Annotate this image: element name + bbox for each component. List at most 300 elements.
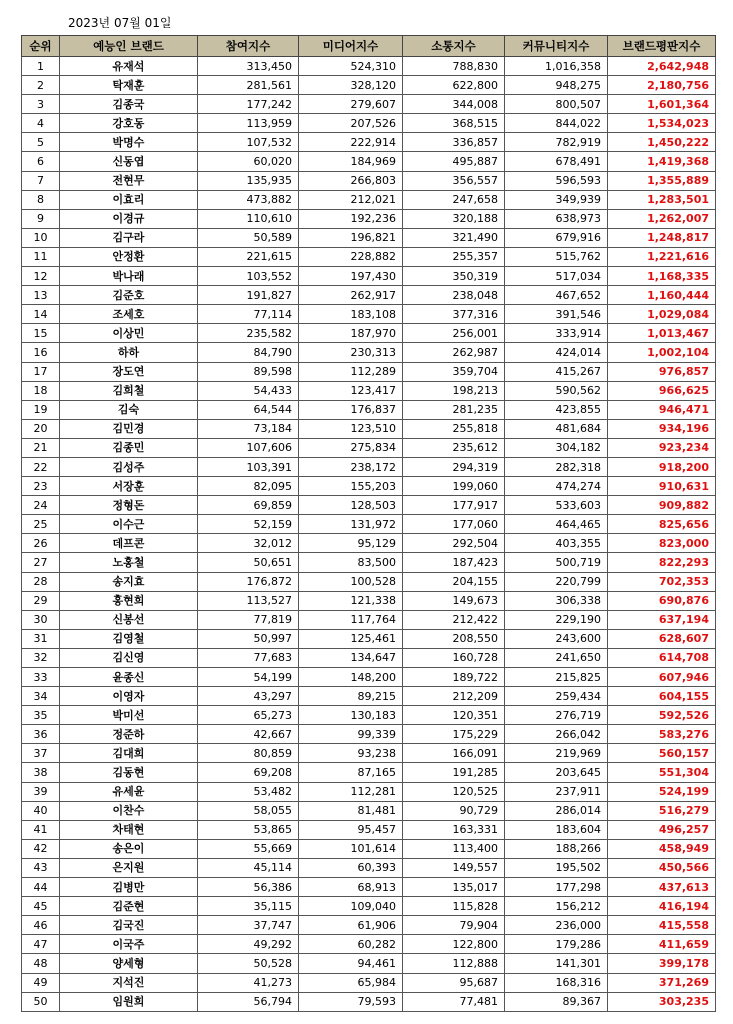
- brand-name-cell: 김영철: [60, 629, 198, 648]
- communication-cell: 191,285: [403, 763, 505, 782]
- table-row: [22, 324, 716, 343]
- community-cell: 515,762: [505, 247, 608, 266]
- table-row: [22, 95, 716, 114]
- table-row: [22, 133, 716, 152]
- table-row: [22, 76, 716, 95]
- media-cell: 65,984: [299, 973, 403, 992]
- brand-index-cell: 415,558: [608, 916, 716, 935]
- rank-cell: 6: [22, 152, 60, 171]
- community-cell: 533,603: [505, 496, 608, 515]
- communication-cell: 95,687: [403, 973, 505, 992]
- rank-cell: 39: [22, 782, 60, 801]
- rank-cell: 50: [22, 992, 60, 1011]
- media-cell: 83,500: [299, 553, 403, 572]
- brand-name-cell: 김준현: [60, 897, 198, 916]
- communication-cell: 187,423: [403, 553, 505, 572]
- participation-cell: 135,935: [198, 171, 299, 190]
- table-row: [22, 839, 716, 858]
- table-header-row: [22, 36, 716, 57]
- brand-index-cell: 1,168,335: [608, 267, 716, 286]
- brand-index-cell: 2,642,948: [608, 57, 716, 76]
- brand-name-cell: 김희철: [60, 381, 198, 400]
- table-row: [22, 171, 716, 190]
- table-row: [22, 400, 716, 419]
- communication-cell: 112,888: [403, 954, 505, 973]
- brand-name-cell: 김종국: [60, 95, 198, 114]
- communication-cell: 255,357: [403, 247, 505, 266]
- brand-index-cell: 551,304: [608, 763, 716, 782]
- table-row: [22, 935, 716, 954]
- brand-name-cell: 송은이: [60, 839, 198, 858]
- media-cell: 183,108: [299, 305, 403, 324]
- rank-cell: 23: [22, 477, 60, 496]
- rank-cell: 5: [22, 133, 60, 152]
- community-cell: 333,914: [505, 324, 608, 343]
- table-row: [22, 457, 716, 476]
- brand-index-cell: 910,631: [608, 477, 716, 496]
- participation-cell: 37,747: [198, 916, 299, 935]
- media-cell: 60,393: [299, 858, 403, 877]
- brand-index-cell: 516,279: [608, 801, 716, 820]
- communication-cell: 120,525: [403, 782, 505, 801]
- participation-cell: 50,589: [198, 228, 299, 247]
- community-cell: 282,318: [505, 457, 608, 476]
- brand-index-cell: 1,601,364: [608, 95, 716, 114]
- brand-name-cell: 이효리: [60, 190, 198, 209]
- community-cell: 304,182: [505, 438, 608, 457]
- brand-index-cell: 918,200: [608, 457, 716, 476]
- community-cell: 177,298: [505, 878, 608, 897]
- media-cell: 212,021: [299, 190, 403, 209]
- brand-index-cell: 607,946: [608, 668, 716, 687]
- rank-cell: 15: [22, 324, 60, 343]
- brand-name-cell: 김신영: [60, 648, 198, 667]
- brand-index-cell: 825,656: [608, 515, 716, 534]
- rank-cell: 27: [22, 553, 60, 572]
- brand-name-cell: 김구라: [60, 228, 198, 247]
- participation-cell: 55,669: [198, 839, 299, 858]
- rank-cell: 35: [22, 706, 60, 725]
- rank-cell: 9: [22, 209, 60, 228]
- brand-index-cell: 416,194: [608, 897, 716, 916]
- brand-name-cell: 임원희: [60, 992, 198, 1011]
- table-row: [22, 343, 716, 362]
- participation-cell: 32,012: [198, 534, 299, 553]
- media-cell: 176,837: [299, 400, 403, 419]
- brand-index-cell: 1,534,023: [608, 114, 716, 133]
- rank-cell: 36: [22, 725, 60, 744]
- brand-name-cell: 데프콘: [60, 534, 198, 553]
- community-cell: 844,022: [505, 114, 608, 133]
- communication-cell: 199,060: [403, 477, 505, 496]
- communication-cell: 115,828: [403, 897, 505, 916]
- communication-cell: 135,017: [403, 878, 505, 897]
- brand-name-cell: 양세형: [60, 954, 198, 973]
- community-cell: 679,916: [505, 228, 608, 247]
- table-row: [22, 286, 716, 305]
- brand-index-cell: 614,708: [608, 648, 716, 667]
- header-brand: 예능인 브랜드: [60, 36, 198, 57]
- community-cell: 141,301: [505, 954, 608, 973]
- table-row: [22, 534, 716, 553]
- media-cell: 61,906: [299, 916, 403, 935]
- rank-cell: 37: [22, 744, 60, 763]
- rank-cell: 33: [22, 668, 60, 687]
- brand-index-cell: 583,276: [608, 725, 716, 744]
- table-row: [22, 209, 716, 228]
- rank-cell: 19: [22, 400, 60, 419]
- rank-cell: 47: [22, 935, 60, 954]
- community-cell: 276,719: [505, 706, 608, 725]
- community-cell: 286,014: [505, 801, 608, 820]
- table-row: [22, 496, 716, 515]
- table-row: [22, 801, 716, 820]
- communication-cell: 212,422: [403, 610, 505, 629]
- header-media: 미디어지수: [299, 36, 403, 57]
- community-cell: 424,014: [505, 343, 608, 362]
- table-row: [22, 381, 716, 400]
- brand-ranking-table: [21, 35, 716, 1012]
- brand-index-cell: 822,293: [608, 553, 716, 572]
- brand-name-cell: 김국진: [60, 916, 198, 935]
- communication-cell: 204,155: [403, 572, 505, 591]
- media-cell: 328,120: [299, 76, 403, 95]
- brand-name-cell: 김성주: [60, 457, 198, 476]
- rank-cell: 12: [22, 267, 60, 286]
- communication-cell: 160,728: [403, 648, 505, 667]
- participation-cell: 53,865: [198, 820, 299, 839]
- participation-cell: 221,615: [198, 247, 299, 266]
- brand-name-cell: 조세호: [60, 305, 198, 324]
- community-cell: 467,652: [505, 286, 608, 305]
- rank-cell: 34: [22, 687, 60, 706]
- table-row: [22, 763, 716, 782]
- media-cell: 207,526: [299, 114, 403, 133]
- media-cell: 279,607: [299, 95, 403, 114]
- table-row: [22, 477, 716, 496]
- media-cell: 93,238: [299, 744, 403, 763]
- date-label: 2023년 07월 01일: [68, 16, 172, 30]
- communication-cell: 262,987: [403, 343, 505, 362]
- table-row: [22, 782, 716, 801]
- table-row: [22, 629, 716, 648]
- brand-name-cell: 신동엽: [60, 152, 198, 171]
- communication-cell: 356,557: [403, 171, 505, 190]
- rank-cell: 49: [22, 973, 60, 992]
- communication-cell: 166,091: [403, 744, 505, 763]
- rank-cell: 28: [22, 572, 60, 591]
- participation-cell: 281,561: [198, 76, 299, 95]
- community-cell: 638,973: [505, 209, 608, 228]
- brand-name-cell: 강호동: [60, 114, 198, 133]
- participation-cell: 54,433: [198, 381, 299, 400]
- participation-cell: 56,386: [198, 878, 299, 897]
- communication-cell: 198,213: [403, 381, 505, 400]
- media-cell: 148,200: [299, 668, 403, 687]
- brand-index-cell: 399,178: [608, 954, 716, 973]
- communication-cell: 238,048: [403, 286, 505, 305]
- media-cell: 196,821: [299, 228, 403, 247]
- rank-cell: 43: [22, 858, 60, 877]
- rank-cell: 30: [22, 610, 60, 629]
- community-cell: 596,593: [505, 171, 608, 190]
- community-cell: 391,546: [505, 305, 608, 324]
- brand-name-cell: 탁재훈: [60, 76, 198, 95]
- communication-cell: 79,904: [403, 916, 505, 935]
- brand-index-cell: 702,353: [608, 572, 716, 591]
- rank-cell: 3: [22, 95, 60, 114]
- communication-cell: 495,887: [403, 152, 505, 171]
- communication-cell: 255,818: [403, 419, 505, 438]
- communication-cell: 368,515: [403, 114, 505, 133]
- communication-cell: 177,917: [403, 496, 505, 515]
- brand-index-cell: 1,419,368: [608, 152, 716, 171]
- participation-cell: 473,882: [198, 190, 299, 209]
- community-cell: 183,604: [505, 820, 608, 839]
- brand-name-cell: 김종민: [60, 438, 198, 457]
- rank-cell: 2: [22, 76, 60, 95]
- brand-index-cell: 628,607: [608, 629, 716, 648]
- community-cell: 241,650: [505, 648, 608, 667]
- table-row: [22, 916, 716, 935]
- community-cell: 266,042: [505, 725, 608, 744]
- participation-cell: 103,391: [198, 457, 299, 476]
- communication-cell: 788,830: [403, 57, 505, 76]
- brand-name-cell: 윤종신: [60, 668, 198, 687]
- brand-name-cell: 이수근: [60, 515, 198, 534]
- table-row: [22, 858, 716, 877]
- community-cell: 415,267: [505, 362, 608, 381]
- table-row: [22, 515, 716, 534]
- header-rank: 순위: [22, 36, 60, 57]
- community-cell: 237,911: [505, 782, 608, 801]
- media-cell: 184,969: [299, 152, 403, 171]
- brand-name-cell: 김민경: [60, 419, 198, 438]
- rank-cell: 42: [22, 839, 60, 858]
- communication-cell: 377,316: [403, 305, 505, 324]
- brand-index-cell: 1,355,889: [608, 171, 716, 190]
- brand-index-cell: 592,526: [608, 706, 716, 725]
- media-cell: 123,510: [299, 419, 403, 438]
- communication-cell: 208,550: [403, 629, 505, 648]
- communication-cell: 294,319: [403, 457, 505, 476]
- table-row: [22, 706, 716, 725]
- communication-cell: 163,331: [403, 820, 505, 839]
- participation-cell: 54,199: [198, 668, 299, 687]
- table-row: [22, 610, 716, 629]
- participation-cell: 64,544: [198, 400, 299, 419]
- communication-cell: 247,658: [403, 190, 505, 209]
- brand-index-cell: 371,269: [608, 973, 716, 992]
- communication-cell: 113,400: [403, 839, 505, 858]
- media-cell: 524,310: [299, 57, 403, 76]
- brand-name-cell: 장도연: [60, 362, 198, 381]
- brand-index-cell: 411,659: [608, 935, 716, 954]
- table-row: [22, 247, 716, 266]
- media-cell: 187,970: [299, 324, 403, 343]
- brand-index-cell: 1,221,616: [608, 247, 716, 266]
- participation-cell: 41,273: [198, 973, 299, 992]
- brand-name-cell: 이상민: [60, 324, 198, 343]
- brand-name-cell: 박명수: [60, 133, 198, 152]
- community-cell: 229,190: [505, 610, 608, 629]
- brand-index-cell: 2,180,756: [608, 76, 716, 95]
- media-cell: 121,338: [299, 591, 403, 610]
- community-cell: 89,367: [505, 992, 608, 1011]
- brand-index-cell: 458,949: [608, 839, 716, 858]
- communication-cell: 177,060: [403, 515, 505, 534]
- brand-name-cell: 김병만: [60, 878, 198, 897]
- table-row: [22, 591, 716, 610]
- table-row: [22, 152, 716, 171]
- community-cell: 306,338: [505, 591, 608, 610]
- table-row: [22, 954, 716, 973]
- media-cell: 266,803: [299, 171, 403, 190]
- participation-cell: 52,159: [198, 515, 299, 534]
- brand-index-cell: 1,262,007: [608, 209, 716, 228]
- participation-cell: 84,790: [198, 343, 299, 362]
- participation-cell: 89,598: [198, 362, 299, 381]
- brand-name-cell: 노홍철: [60, 553, 198, 572]
- media-cell: 131,972: [299, 515, 403, 534]
- rank-cell: 16: [22, 343, 60, 362]
- community-cell: 481,684: [505, 419, 608, 438]
- communication-cell: 212,209: [403, 687, 505, 706]
- media-cell: 60,282: [299, 935, 403, 954]
- communication-cell: 350,319: [403, 267, 505, 286]
- brand-name-cell: 이경규: [60, 209, 198, 228]
- brand-name-cell: 송지효: [60, 572, 198, 591]
- participation-cell: 110,610: [198, 209, 299, 228]
- header-participation: 참여지수: [198, 36, 299, 57]
- brand-index-cell: 909,882: [608, 496, 716, 515]
- rank-cell: 31: [22, 629, 60, 648]
- communication-cell: 281,235: [403, 400, 505, 419]
- participation-cell: 113,959: [198, 114, 299, 133]
- rank-cell: 24: [22, 496, 60, 515]
- participation-cell: 103,552: [198, 267, 299, 286]
- communication-cell: 120,351: [403, 706, 505, 725]
- table-row: [22, 992, 716, 1011]
- community-cell: 403,355: [505, 534, 608, 553]
- brand-name-cell: 유세윤: [60, 782, 198, 801]
- brand-index-cell: 1,450,222: [608, 133, 716, 152]
- communication-cell: 256,001: [403, 324, 505, 343]
- participation-cell: 77,114: [198, 305, 299, 324]
- brand-name-cell: 하하: [60, 343, 198, 362]
- participation-cell: 82,095: [198, 477, 299, 496]
- media-cell: 87,165: [299, 763, 403, 782]
- community-cell: 168,316: [505, 973, 608, 992]
- table-row: [22, 725, 716, 744]
- table-row: [22, 362, 716, 381]
- brand-index-cell: 496,257: [608, 820, 716, 839]
- participation-cell: 50,528: [198, 954, 299, 973]
- table-row: [22, 744, 716, 763]
- rank-cell: 41: [22, 820, 60, 839]
- communication-cell: 336,857: [403, 133, 505, 152]
- brand-index-cell: 946,471: [608, 400, 716, 419]
- communication-cell: 90,729: [403, 801, 505, 820]
- rank-cell: 45: [22, 897, 60, 916]
- community-cell: 243,600: [505, 629, 608, 648]
- community-cell: 678,491: [505, 152, 608, 171]
- rank-cell: 8: [22, 190, 60, 209]
- rank-cell: 18: [22, 381, 60, 400]
- rank-cell: 7: [22, 171, 60, 190]
- participation-cell: 45,114: [198, 858, 299, 877]
- communication-cell: 292,504: [403, 534, 505, 553]
- communication-cell: 149,673: [403, 591, 505, 610]
- table-row: [22, 820, 716, 839]
- communication-cell: 344,008: [403, 95, 505, 114]
- participation-cell: 80,859: [198, 744, 299, 763]
- media-cell: 100,528: [299, 572, 403, 591]
- brand-name-cell: 홍현희: [60, 591, 198, 610]
- participation-cell: 60,020: [198, 152, 299, 171]
- community-cell: 464,465: [505, 515, 608, 534]
- participation-cell: 107,606: [198, 438, 299, 457]
- brand-name-cell: 차태현: [60, 820, 198, 839]
- table-row: [22, 419, 716, 438]
- rank-cell: 11: [22, 247, 60, 266]
- communication-cell: 622,800: [403, 76, 505, 95]
- community-cell: 517,034: [505, 267, 608, 286]
- table-row: [22, 438, 716, 457]
- media-cell: 109,040: [299, 897, 403, 916]
- table-row: [22, 687, 716, 706]
- communication-cell: 359,704: [403, 362, 505, 381]
- header-communication: 소통지수: [403, 36, 505, 57]
- media-cell: 112,281: [299, 782, 403, 801]
- media-cell: 128,503: [299, 496, 403, 515]
- media-cell: 262,917: [299, 286, 403, 305]
- community-cell: 474,274: [505, 477, 608, 496]
- table-row: [22, 973, 716, 992]
- brand-index-cell: 450,566: [608, 858, 716, 877]
- rank-cell: 32: [22, 648, 60, 667]
- media-cell: 155,203: [299, 477, 403, 496]
- table-row: [22, 878, 716, 897]
- table-row: [22, 553, 716, 572]
- participation-cell: 69,208: [198, 763, 299, 782]
- brand-index-cell: 524,199: [608, 782, 716, 801]
- community-cell: 800,507: [505, 95, 608, 114]
- brand-index-cell: 437,613: [608, 878, 716, 897]
- community-cell: 259,434: [505, 687, 608, 706]
- table-row: [22, 57, 716, 76]
- brand-index-cell: 1,013,467: [608, 324, 716, 343]
- brand-name-cell: 김대희: [60, 744, 198, 763]
- brand-index-cell: 604,155: [608, 687, 716, 706]
- media-cell: 230,313: [299, 343, 403, 362]
- communication-cell: 77,481: [403, 992, 505, 1011]
- brand-name-cell: 이찬수: [60, 801, 198, 820]
- communication-cell: 235,612: [403, 438, 505, 457]
- brand-index-cell: 823,000: [608, 534, 716, 553]
- brand-name-cell: 김동현: [60, 763, 198, 782]
- brand-index-cell: 923,234: [608, 438, 716, 457]
- participation-cell: 42,667: [198, 725, 299, 744]
- brand-name-cell: 서장훈: [60, 477, 198, 496]
- community-cell: 179,286: [505, 935, 608, 954]
- media-cell: 134,647: [299, 648, 403, 667]
- brand-index-cell: 1,029,084: [608, 305, 716, 324]
- media-cell: 125,461: [299, 629, 403, 648]
- brand-name-cell: 이영자: [60, 687, 198, 706]
- participation-cell: 113,527: [198, 591, 299, 610]
- community-cell: 195,502: [505, 858, 608, 877]
